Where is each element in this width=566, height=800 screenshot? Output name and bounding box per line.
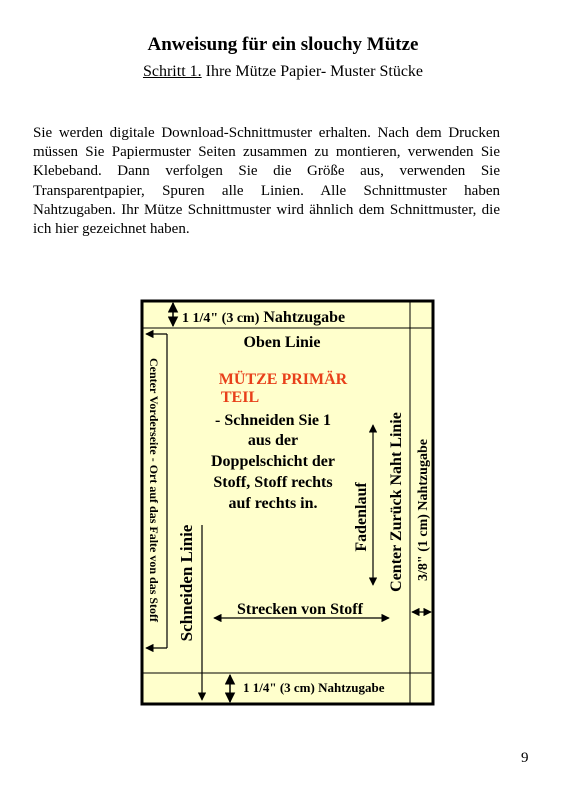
instruction-line: Stoff, Stoff rechts xyxy=(213,474,333,491)
instruction-line: aus der xyxy=(247,432,299,449)
instruction-line: - Schneiden Sie 1 xyxy=(214,412,332,429)
piece-title-line-1: MÜTZE PRIMÄR xyxy=(218,371,348,388)
side-allowance-label: 3/8" (1 cm) Nahtzugabe xyxy=(416,439,431,581)
step-label: Schritt 1. xyxy=(142,63,202,80)
page-number: 9 xyxy=(521,750,529,766)
top-allowance-label: 1 1/4" (3 cm) Nahtzugabe xyxy=(182,309,346,326)
bottom-allowance-label: 1 1/4" (3 cm) Nahtzugabe xyxy=(243,680,385,695)
piece-title-line-2: TEIL xyxy=(220,389,260,406)
cut-line-label: Schneiden Linie xyxy=(177,524,196,642)
page-title: Anweisung für ein slouchy Mütze xyxy=(147,34,419,55)
instruction-paragraph: Sie werden digitale Download-Schnittmuster erhalten. Nach dem Drucken müssen Sie Papiermuster Seiten zusammen zu montieren, verwenden Sie Klebeband. Dann verfolgen Sie die Größe aus, verwenden Sie Transparentpapier, Spuren alle Linien. Alle Schnittmuster haben Nahtzugaben. Ihr Mütze Schnittmuster wird ähnlich dem Schnittmuster, die ich hier gezeichnet haben. xyxy=(33,125,500,238)
instruction-line: Doppelschicht der xyxy=(211,453,335,470)
stretch-label: Strecken von Stoff xyxy=(237,601,363,618)
grainline-label: Fadenlauf xyxy=(353,482,370,552)
instruction-line: auf rechts in. xyxy=(228,495,318,512)
top-line-label: Oben Linie xyxy=(243,334,321,351)
step-text: Ihre Mütze Papier- Muster Stücke xyxy=(201,63,424,80)
center-front-label: Center Vorderseite - Ort auf das Falte von das Stoff xyxy=(147,357,161,623)
center-back-label: Center Zurück Naht Linie xyxy=(388,412,405,592)
